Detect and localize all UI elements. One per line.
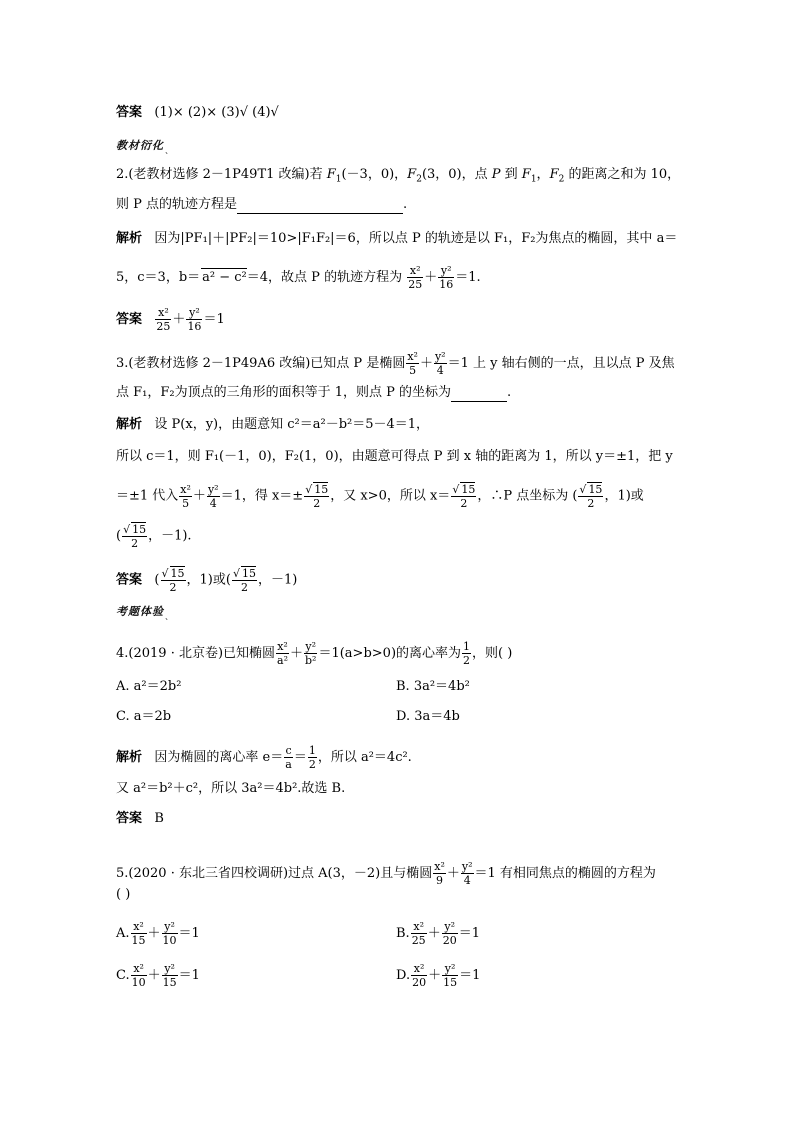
answer-line-3: 答案 ( $\frac{√ 15}{2}$ ，1)或( $\frac{√ 15}{2}$ ，－1) bbox=[116, 567, 298, 594]
question-3-line-1: 3.(老教材选修 2－1P49A6 改编)已知点 P 是椭圆 $\frac{\text{x²}}{5}$ ＋ $\frac{\text{y²}}{4}$ ＝1 上 y 轴右侧的一点，且以点 P 及焦 bbox=[116, 350, 675, 377]
fraction-x2-25: $\frac{\text{x²}}{25}$ bbox=[156, 306, 171, 333]
fraction-y2-4: $\frac{\text{y²}}{4}$ bbox=[434, 350, 446, 377]
fraction-1-2: $\frac{1}{2}$ bbox=[463, 640, 471, 667]
option-5a[interactable]: A. $\frac{\text{x²}}{15}$ ＋ $\frac{\text{y²}}{10}$ ＝1 bbox=[116, 920, 200, 947]
answer-line-1 bbox=[116, 104, 279, 122]
question-5-line-2: ( ) bbox=[116, 887, 131, 902]
solution-3-line-3: ＝±1 代入 $\frac{\text{x²}}{5}$ ＋ $\frac{\text{y²}}{4}$ ＝1，得 x＝± $\frac{√ 15}{2}$ ，又 x>0，所以 x＝ $\frac{√ 15}{2}$ ，∴P 点坐标为 ( $\frac{√ 15}{2}$ ，1)或 bbox=[116, 482, 644, 510]
fraction-y2-4: $\frac{\text{y²}}{4}$ bbox=[461, 860, 473, 887]
option-5b[interactable]: B. $\frac{\text{x²}}{25}$ ＋ $\frac{\text{y²}}{20}$ ＝1 bbox=[396, 920, 480, 947]
question-2-line-1: 2.(老教材选修 2－1P49T1 改编)若 $F_1(-3$，0)，$F_2(3$，0)，点 P 到 $F_1$，$F_2$ 的距离之和为 10， bbox=[116, 167, 681, 185]
fraction-sqrt15-2: $\frac{√ 15}{2}$ bbox=[161, 567, 185, 594]
fraction-y2-16: $\frac{\text{y²}}{16}$ bbox=[187, 306, 202, 333]
fraction-x2-5: $\frac{\text{x²}}{5}$ bbox=[407, 350, 418, 377]
fraction-sqrt15-2: $\frac{√ 15}{2}$ bbox=[123, 523, 147, 550]
solution-4-line-2: 又 a²＝b²＋c²，所以 3a²＝4b².故选 B. bbox=[116, 781, 346, 796]
option-4d[interactable]: D. 3a＝4b bbox=[396, 709, 460, 724]
answer-line-4: 答案 B bbox=[116, 811, 164, 826]
fraction-x2-5: $\frac{\text{x²}}{5}$ bbox=[180, 482, 191, 510]
option-4c[interactable]: C. a＝2b bbox=[116, 709, 172, 724]
fraction-y2-b2: $\frac{\text{y²}}{\text{b²}}$ bbox=[305, 640, 317, 667]
solution-3-line-2: 所以 c＝1，则 F₁(－1，0)，F₂(1，0)，由题意可得点 P 到 x 轴的距离为 1，所以 y＝±1，把 y bbox=[116, 449, 673, 464]
answer-text: (1)× (2)× (3)√ (4)√ bbox=[154, 105, 279, 120]
option-5d[interactable]: D. $\frac{\text{x²}}{20}$ ＋ $\frac{\text{y²}}{15}$ ＝1 bbox=[396, 962, 481, 989]
fraction-sqrt15-2: $\frac{√ 15}{2}$ bbox=[579, 483, 603, 510]
fraction-sqrt15-2: $\frac{√ 15}{2}$ bbox=[452, 483, 476, 510]
solution-2-line-2: 5，c＝3，b＝ a² − c²＝4，故点 P 的轨迹方程为 $\frac{\text{x²}}{25}$ ＋ $\frac{\text{y²}}{16}$ ＝1. bbox=[116, 264, 481, 291]
answer-line-2: 答案 $\frac{\text{x²}}{25}$ ＋ $\frac{\text{y²}}{16}$ ＝1 bbox=[116, 306, 225, 333]
option-4a[interactable]: A. a²＝2b² bbox=[116, 679, 182, 694]
solution-3-line-1: 解析 设 P(x，y)，由题意知 c²＝a²－b²＝5－4＝1， bbox=[116, 417, 430, 432]
solution-2-line-1: 解析 因为|PF₁|＋|PF₂|＝10>|F₁F₂|＝6，所以点 P 的轨迹是以 F₁，F₂为焦点的椭圆，其中 a＝ bbox=[116, 231, 678, 246]
fraction-sqrt15-2: $\frac{√ 15}{2}$ bbox=[305, 483, 329, 510]
section-heading-textbook: 教材衍化$_、$ bbox=[116, 139, 174, 155]
fraction-y2-4: $\frac{\text{y²}}{4}$ bbox=[207, 482, 219, 510]
fraction-sqrt15-2: $\frac{√ 15}{2}$ bbox=[232, 567, 256, 594]
solution-3-line-4: ( $\frac{√ 15}{2}$ ，－1). bbox=[116, 523, 192, 550]
fraction-x2-25: $\frac{\text{x²}}{25}$ bbox=[408, 264, 423, 291]
answer-blank bbox=[237, 199, 403, 214]
question-3-line-2: 点 F₁，F₂为顶点的三角形的面积等于 1，则点 P 的坐标为 . bbox=[116, 385, 512, 400]
answer-label: 答案 bbox=[116, 105, 143, 120]
fraction-x2-9: $\frac{\text{x²}}{9}$ bbox=[434, 860, 445, 887]
option-5c[interactable]: C. $\frac{\text{x²}}{10}$ ＋ $\frac{\text{y²}}{15}$ ＝1 bbox=[116, 962, 200, 989]
fraction-c-a: $\frac{c}{a}$ bbox=[285, 744, 292, 771]
answer-blank bbox=[451, 387, 507, 402]
question-5-line-1: 5.(2020 · 东北三省四校调研)过点 A(3，－2)且与椭圆 $\frac{\text{x²}}{9}$ ＋ $\frac{\text{y²}}{4}$ ＝1 有相同焦点的椭圆的方程为 bbox=[116, 860, 656, 887]
question-4-line-1: 4.(2019 · 北京卷)已知椭圆 $\frac{\text{x²}}{\text{a²}}$ ＋ $\frac{\text{y²}}{\text{b²}}$ ＝1(a>b>0)的离心率为 $\frac{1}{2}$ ，则( ) bbox=[116, 640, 513, 667]
fraction-y2-16: $\frac{\text{y²}}{16}$ bbox=[439, 264, 454, 291]
sqrt-expression: a² − c² bbox=[202, 270, 247, 285]
fraction-x2-a2: $\frac{\text{x²}}{\text{a²}}$ bbox=[277, 640, 288, 667]
section-heading-exam: 考题体验$_、$ bbox=[116, 605, 174, 621]
question-2-line-2: 则 P 点的轨迹方程是 . bbox=[116, 197, 408, 212]
option-4b[interactable]: B. 3a²＝4b² bbox=[396, 679, 470, 694]
solution-4-line-1: 解析 因为椭圆的离心率 e＝ $\frac{c}{a}$ ＝ $\frac{1}{2}$ ，所以 a²＝4c². bbox=[116, 744, 412, 771]
fraction-1-2: $\frac{1}{2}$ bbox=[308, 744, 316, 771]
